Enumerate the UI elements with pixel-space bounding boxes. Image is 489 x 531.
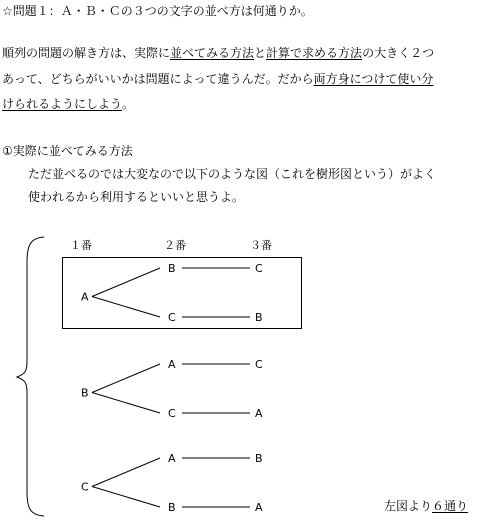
intro-text: の大きく２つ [362,46,435,60]
tree-third-node: B [255,452,263,465]
problem-title: ☆問題１：Ａ・Ｂ・Ｃの３つの文字の並べ方は何通りか。 [2,4,313,18]
underline-master-both-cont: けられるようにしよう [2,97,123,111]
intro-text: 。 [122,97,135,111]
tree-fan-line [92,268,160,297]
underline-arrange-method: 並べてみる方法 [170,46,255,60]
tree-second-node: C [168,311,176,324]
tree-third-node: A [255,407,263,420]
section-body-2: 使われるから利用するといいと思うよ。 [28,190,245,204]
intro-text: 順列の問題の解き方は、実際に [2,46,171,60]
intro-text: と [254,46,267,60]
tree-third-node: C [255,358,263,371]
section-body-1: ただ並べるのでは大変なので以下のような図（これを樹形図という）がよく [28,167,437,181]
tree-fan-line [92,364,160,393]
column-header-3: ３番 [250,239,272,252]
tree-root-node: C [81,480,89,494]
tree-second-node: C [168,407,176,420]
underline-master-both: 両方身につけて使い分 [313,72,434,86]
intro-text: あって、どちらがいいかは問題によって違うんだ。だから [2,72,314,86]
tree-third-node: B [255,311,263,324]
tree-second-node: A [168,358,176,371]
result-line [384,498,468,514]
tree-fan-line [92,487,160,508]
curly-brace [17,237,44,516]
section-heading: ①実際に並べてみる方法 [2,144,133,158]
result-count: ６通り [432,499,469,513]
tree-fan-line [92,393,160,414]
underline-calc-method: 計算で求める方法 [266,46,363,60]
tree-fan-line [92,458,160,487]
tree-third-node: C [255,262,263,275]
tree-root-node: B [81,386,89,400]
tree-third-node: A [255,501,263,514]
tree-second-node: A [168,452,176,465]
result-prefix: 左図より [384,499,433,513]
tree-second-node: B [168,501,176,514]
tree-branches [81,262,263,514]
column-header-1: １番 [70,239,92,252]
tree-second-node: B [168,262,176,275]
tree-fan-line [92,297,160,318]
column-header-2: ２番 [164,239,186,252]
tree-root-node: A [81,290,89,304]
